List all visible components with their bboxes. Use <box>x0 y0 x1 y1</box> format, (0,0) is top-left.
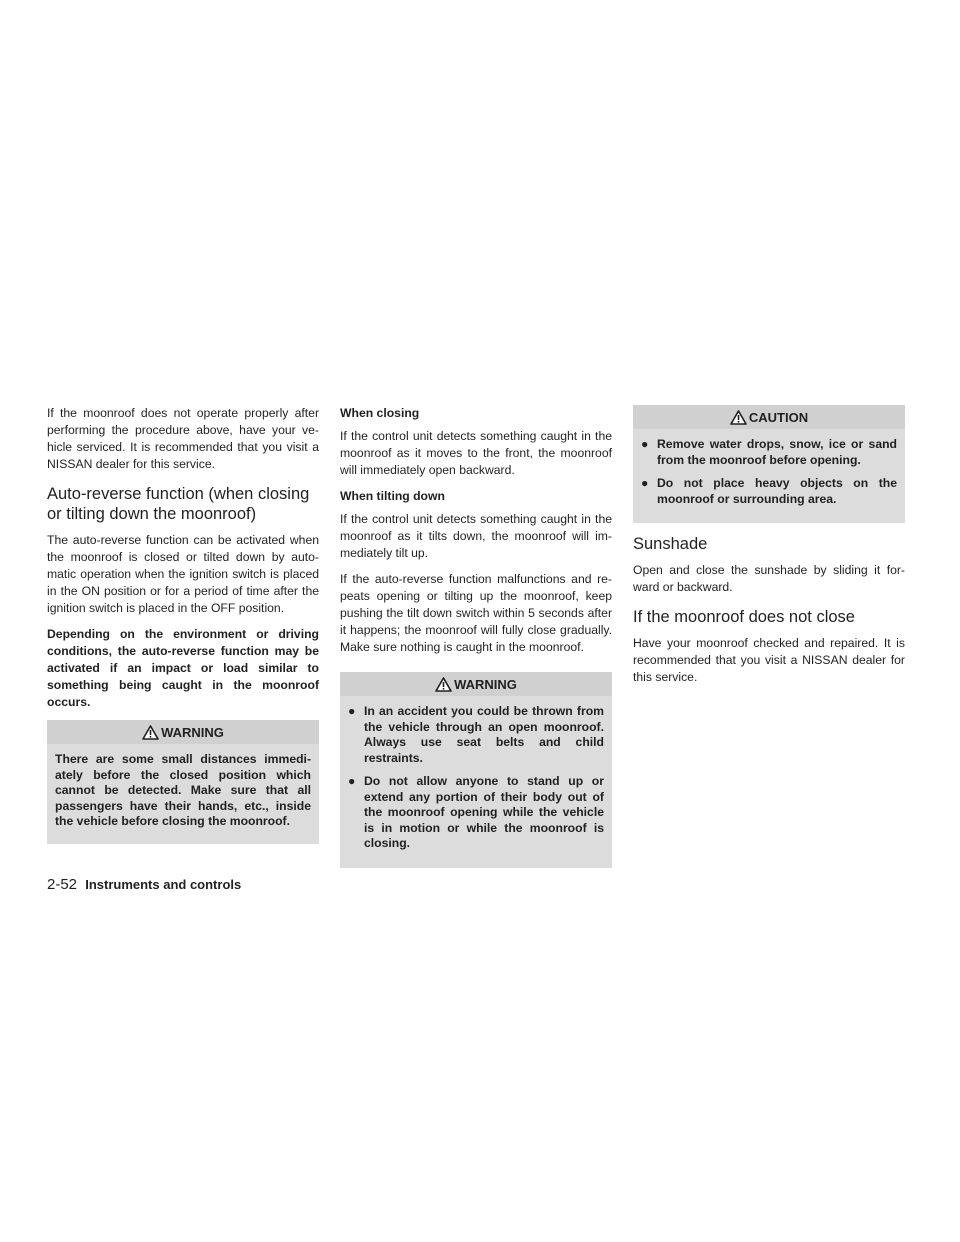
when-closing-paragraph: If the control unit detects something caught in the moonroof as it moves to the front, the moonroof will immediately open backward. <box>340 429 612 477</box>
warning-triangle-icon <box>142 725 159 740</box>
warning-text: There are some small distances immedi-ately before the closed position which cannot be detected. Make sure that all passengers have their hands, etc., inside the vehicle before closing the moonroof. <box>55 752 311 828</box>
caution-box <box>633 405 905 523</box>
sunshade-paragraph: Open and close the sunshade by sliding it for-ward or backward. <box>633 563 905 594</box>
bullet-icon: ● <box>641 476 649 490</box>
column-1 <box>47 405 319 854</box>
warning-box-1-header <box>47 720 319 744</box>
warning-item: ● In an accident you could be thrown from the vehicle through an open moonroof. Always use seat belts and child restraints. <box>348 704 604 765</box>
moonroof-not-close-heading: If the moonroof does not close <box>633 608 855 626</box>
warning-label: WARNING <box>454 676 517 692</box>
auto-reverse-heading: Auto-reverse function (when closing or tilting down the moonroof) <box>47 485 310 523</box>
column-3 <box>633 405 905 695</box>
warning-box-2-header <box>340 672 612 696</box>
page-number: 2-52 <box>47 876 78 893</box>
malfunction-paragraph: If the auto-reverse function malfunctions and re-peats opening or tilting up the moonroof, keep pushing the tilt down switch within 5 seconds after it happens; the moonroof will fully close gradually. Make sure nothing is caught in the moonroof. <box>340 572 612 654</box>
when-closing-heading: When closing <box>340 406 420 420</box>
moonroof-not-close-paragraph: Have your moonroof checked and repaired. It is recommended that you visit a NISSAN dealer for this service. <box>633 636 905 684</box>
auto-reverse-bold-paragraph: Depending on the environment or driving conditions, the auto-reverse function may be activated if an impact or load similar to something being caught in the moonroof occurs. <box>47 627 319 709</box>
when-tilting-paragraph: If the control unit detects something caught in the moonroof as it tilts down, the moonroof will im-mediately tilt up. <box>340 512 612 560</box>
caution-triangle-icon <box>730 410 747 425</box>
warning-triangle-icon <box>435 677 452 692</box>
sunshade-heading: Sunshade <box>633 535 708 553</box>
when-tilting-heading: When tilting down <box>340 489 445 503</box>
section-title: Instruments and controls <box>85 877 242 892</box>
caution-item: ● Do not place heavy objects on the moonroof or surrounding area. <box>641 476 897 506</box>
page-footer <box>47 876 241 893</box>
warning-box-1 <box>47 720 319 844</box>
column-2 <box>340 405 612 878</box>
caution-label: CAUTION <box>748 409 809 425</box>
auto-reverse-paragraph: The auto-reverse function can be activated when the moonroof is closed or tilted down by auto-matic operation when the ignition switch is placed in the ON position or for a period of time after the ignition switch is placed in the OFF position. <box>47 533 319 615</box>
bullet-icon: ● <box>641 437 649 451</box>
caution-item: ● Remove water drops, snow, ice or sand from the moonroof before opening. <box>641 437 897 467</box>
caution-box-header <box>633 405 905 429</box>
bullet-icon: ● <box>348 774 356 788</box>
bullet-icon: ● <box>348 704 356 718</box>
warning-item: ● Do not allow anyone to stand up or extend any portion of their body out of the moonroof opening while the vehicle is in motion or while the moonroof is closing. <box>348 774 604 850</box>
warning-box-2 <box>340 672 612 868</box>
warning-label: WARNING <box>161 724 224 740</box>
intro-paragraph: If the moonroof does not operate properly after performing the procedure above, have your ve-hicle serviced. It is recommended that you visit a NISSAN dealer for this service. <box>47 406 319 471</box>
